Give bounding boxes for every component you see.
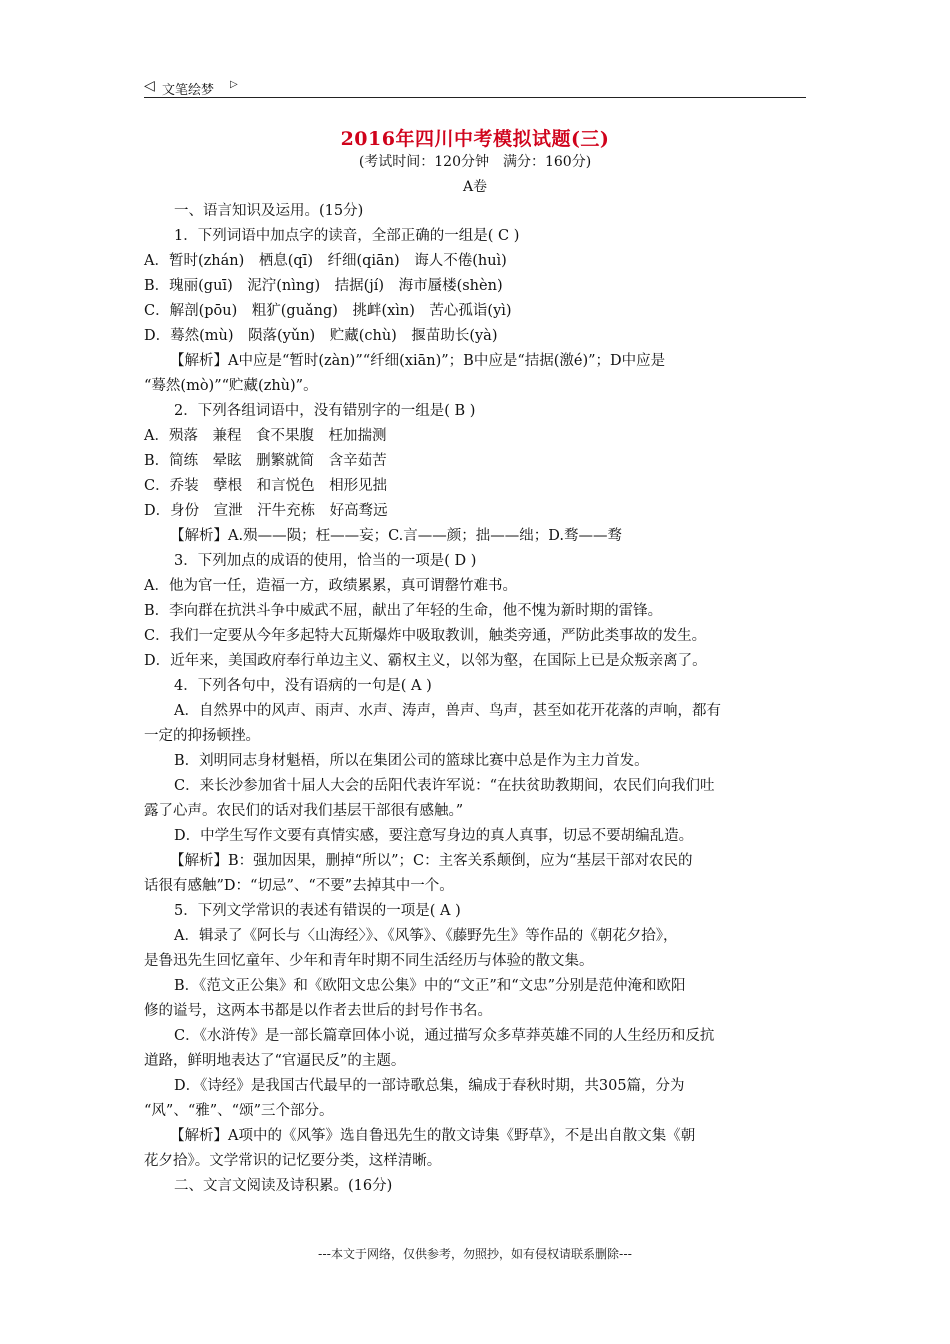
answer-option: C．解剖(pōu) 粗犷(guǎng) 挑衅(xìn) 苦心孤诣(yì)	[144, 303, 512, 319]
answer-option: D．蓦然(mù) 陨落(yǔn) 贮藏(chù) 揠苗助长(yà)	[144, 328, 498, 344]
left-triangle-icon: ◁	[144, 78, 155, 94]
answer-option: C．《水浒传》是一部长篇章回体小说，通过描写众多草莽英雄不同的人生经历和反抗	[174, 1028, 715, 1044]
analysis-line: 【解析】A项中的《风筝》选自鲁迅先生的散文诗集《野草》，不是出自散文集《朝	[170, 1128, 696, 1144]
section-heading: 一、语言知识及运用。(15分)	[174, 203, 364, 219]
analysis-line: 【解析】B：强加因果，删掉“所以”；C：主客关系颠倒，应为“基层干部对农民的	[170, 853, 693, 869]
exam-info: (考试时间：120分钟 满分：160分)	[358, 154, 592, 170]
analysis-line: 【解析】A中应是“暂时(zàn)”“纤细(xiān)”；B中应是“拮据(激é)”；D中应是	[170, 353, 666, 369]
question-stem: 2．下列各组词语中，没有错别字的一组是( B )	[174, 403, 476, 419]
answer-option: B．简练 晕眩 删繁就简 含辛茹苦	[144, 453, 387, 469]
answer-option-continued: 修的谥号，这两本书都是以作者去世后的封号作书名。	[144, 1003, 492, 1019]
answer-option: B．《范文正公集》和《欧阳文忠公集》中的“文正”和“文忠”分别是范仲淹和欧阳	[174, 978, 686, 994]
answer-option: C．乔装 孽根 和言悦色 相形见拙	[144, 478, 388, 494]
section-heading: 二、文言文阅读及诗积累。(16分)	[174, 1178, 393, 1194]
answer-option: A．暂时(zhán) 栖息(qī) 纤细(qiān) 诲人不倦(huì)	[144, 253, 507, 269]
page-header	[144, 78, 806, 98]
header-brand: 文笔绘梦	[162, 83, 215, 98]
question-stem: 4．下列各句中，没有语病的一句是( A )	[174, 678, 432, 694]
question-stem: 3．下列加点的成语的使用，恰当的一项是( D )	[174, 553, 477, 569]
answer-option-continued: “风”、“雅”、“颂”三个部分。	[144, 1103, 334, 1119]
answer-option: C．来长沙参加省十届人大会的岳阳代表许军说：“在扶贫助教期间，农民们向我们吐	[174, 778, 715, 794]
answer-option: D．身份 宣泄 汗牛充栋 好高骛远	[144, 503, 388, 519]
answer-option: B．刘明同志身材魁梧，所以在集团公司的篮球比赛中总是作为主力首发。	[174, 753, 649, 769]
answer-option: D．近年来，美国政府奉行单边主义、霸权主义，以邻为壑，在国际上已是众叛亲离了。	[144, 653, 707, 669]
section-label: A卷	[462, 179, 488, 195]
answer-option: B．瑰丽(guī) 泥泞(nìng) 拮据(jí) 海市蜃楼(shèn)	[144, 278, 503, 294]
right-triangle-icon: ▷	[230, 79, 238, 90]
page-footer: ---本文于网络，仅供参考，勿照抄，如有侵权请联系删除---	[318, 1247, 632, 1261]
answer-option: D．《诗经》是我国古代最早的一部诗歌总集，编成于春秋时期，共305篇，分为	[174, 1078, 685, 1094]
document-title: 2016年四川中考模拟试题(三)	[340, 128, 610, 150]
answer-option: D．中学生写作文要有真情实感，要注意写身边的真人真事，切忌不要胡编乱造。	[174, 828, 694, 844]
answer-option-continued: 道路，鲜明地表达了“官逼民反”的主题。	[144, 1053, 406, 1069]
analysis-line: 话很有感触”D：“切忌”、“不要”去掉其中一个。	[144, 878, 454, 894]
answer-option: A．自然界中的风声、雨声、水声、涛声，兽声、鸟声，甚至如花开花落的声响，都有	[174, 703, 721, 719]
analysis-line: 花夕拾》。文学常识的记忆要分类，这样清晰。	[144, 1153, 442, 1169]
answer-option: A．他为官一任，造福一方，政绩累累，真可谓罄竹难书。	[144, 578, 517, 594]
analysis-line: “蓦然(mò)”“贮藏(zhù)”。	[144, 378, 318, 394]
document-body	[144, 199, 814, 1199]
answer-option-continued: 一定的抑扬顿挫。	[144, 728, 260, 744]
answer-option: C．我们一定要从今年多起特大瓦斯爆炸中吸取教训，触类旁通，严防此类事故的发生。	[144, 628, 707, 644]
question-stem: 1．下列词语中加点字的读音，全部正确的一组是( C )	[174, 228, 520, 244]
answer-option: A．辑录了《阿长与〈山海经〉》、《风筝》、《藤野先生》等作品的《朝花夕拾》，	[174, 928, 678, 944]
answer-option: B．李向群在抗洪斗争中威武不屈，献出了年轻的生命，他不愧为新时期的雷锋。	[144, 603, 663, 619]
answer-option-continued: 露了心声。农民们的话对我们基层干部很有感触。”	[144, 803, 464, 819]
analysis-line: 【解析】A.殒——陨；枉——妄；C.言——颜；拙——绌；D.骛——骛	[170, 528, 622, 544]
answer-option: A．殒落 兼程 食不果腹 枉加揣测	[144, 428, 387, 444]
header-rule	[144, 97, 806, 98]
question-stem: 5．下列文学常识的表述有错误的一项是( A )	[174, 903, 461, 919]
answer-option-continued: 是鲁迅先生回忆童年、少年和青年时期不同生活经历与体验的散文集。	[144, 953, 594, 969]
